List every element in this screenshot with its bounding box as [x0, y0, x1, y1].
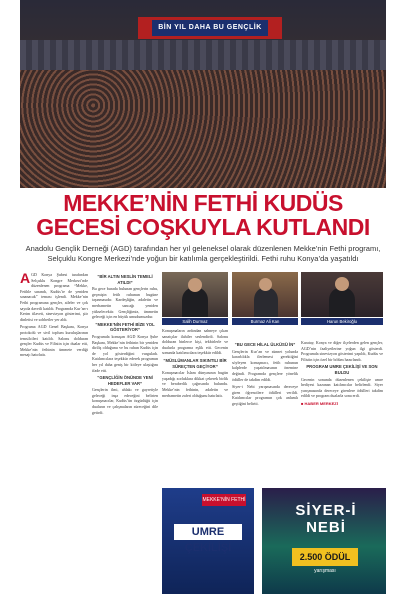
speaker-photo-3: [301, 272, 383, 317]
article-column-4: [232, 340, 298, 409]
subheading: “MEKKE’NİN FETHİ BİZE YOL GÖSTERİYOR”: [95, 321, 155, 333]
byline: ■ HABER MERKEZİ: [301, 400, 338, 406]
dropcap: A: [20, 270, 31, 286]
speaker-photo-1: [162, 272, 228, 317]
siyer-promo-photo: [262, 488, 386, 594]
paragraph: Siyer-i Nebi yarışmasında dereceye giren öğrencilere ödülleri verildi. Katılımcılar programın çok anlamlı geçtiğini belirtti.: [232, 384, 298, 406]
paragraph: Gençlerin Kur’an ve sünnet yolunda kararlılıkla ilerlemesi gerektiğini söyleyen konuşmacı, fetih ruhunun kalplerde yaşatılmasının önemine değindi. Programda gençlere yönelik ödüller de takdim edildi.: [232, 348, 298, 382]
paragraph: Karatay, Konya ve diğer ilçelerden gelen gençler, AGD’nin faaliyetlerine yoğun ilgi gösterdi. Programda sinevizyon gösterimi yapıldı, Kudüs ve Filistin için özel bir bölüm hazırlandı.: [301, 340, 383, 362]
headline: [20, 191, 386, 239]
umre-label: UMRE ÇEKİLİŞİ: [174, 524, 242, 540]
promo-tag: MEKKE’NİN FETHİ: [202, 494, 246, 506]
stage-backdrop: [20, 40, 386, 70]
paragraph: Gecenin sonunda düzenlenen çekilişte umre hediyesi kazanan katılımcılar belirlendi. Siyer yarışmasında dereceye girenlere ödülleri takdim edildi ve program dualarla sona erdi.: [301, 376, 383, 399]
stage-banner: BİN YIL DAHA BU GENÇLİK: [152, 20, 268, 36]
paragraph: Konuşmaların ardından sahneye çıkan sanatçılar ilahiler seslendirdi. Salonu dolduran binlerce kişi, tekbirlerle ve dualarla programa eşlik etti. Gecenin sonunda katılımcılara teşekkür edildi.: [162, 328, 228, 356]
article-column-3: [162, 328, 228, 400]
hero-photo: [20, 0, 386, 188]
paragraph: Konuşmacılar İslam dünyasının bugün yaşadığı zorluklara dikkat çekerek birlik ve beraberlik çağrısında bulundu. Mekke’nin fethinin, adaletin ve merhametin zaferi olduğunu hatırlattı.: [162, 370, 228, 398]
crowd: [20, 70, 386, 188]
umre-promo-photo: [162, 488, 254, 594]
article-column-5: [301, 340, 383, 409]
subheading: “BİR ALTIN NESLİN TEMELİ ATILDI”: [97, 274, 153, 285]
headline-line-1: MEKKE’NİN FETHİ KUDÜS: [63, 190, 343, 216]
subheading: “MÜSLÜMANLAR SIKINTILI BİR SÜREÇTEN GEÇİYOR”: [163, 357, 227, 369]
deck: Anadolu Gençlik Derneği (AGD) tarafından her yıl geleneksel olarak düzenlenen Mekke’nin Fethi programı, Selçuklu Kongre Merkezi’nde yoğun bir katılımla gerçekleştirildi. Fethi ruhu Konya’da yaşatıldı: [25, 244, 381, 263]
subheading: “BU GECE HİLAL ÜLKÜSÜ İN”: [234, 342, 296, 347]
photo-caption-3: Harun Bekiroğlu: [301, 318, 383, 325]
speaker-photo-2: [232, 272, 298, 317]
paragraph: Programda konuşan AGD Konya Şube Başkanı, Mekke’nin fethinin bir yeniden diriliş olduğunu ve bu ruhun Kudüs için de yol gösterdiğini vurguladı. Katılımcılara teşekkür ederek programın her yıl daha geniş bir kitleye ulaştığını ifade etti.: [92, 333, 158, 373]
paragraph: Programa AGD Genel Başkanı, Konya protokolü ve sivil toplum kuruluşlarının temsilcileri katıldı. Salonu dolduran gençler Kudüs ve Filistin için dualar etti, Mekke’nin fethinin ümmete verdiği mesajı hatırlattı.: [20, 324, 88, 358]
headline-line-2: GECESİ COŞKUYLA KUTLANDI: [36, 214, 370, 240]
paragraph: Gençlerin ilmi, ahlakı ve gayretiyle geleceği inşa edeceğini belirten konuşmacılar, Kudüs’ün özgürlüğü için duaların ve çalışmaların süreceğini dile getirdi.: [92, 387, 158, 415]
subheading: PROGRAM UMRE ÇEKİLİŞİ VE SON BULDU: [306, 364, 378, 375]
siyer-title: SİYER-İ NEBİ: [295, 502, 357, 536]
photo-caption-2: Burmaz Ali Kan: [232, 318, 298, 325]
prize-subtitle: yarışması: [314, 568, 336, 574]
prize-label: 2.500 ÖDÜL: [292, 548, 358, 566]
article-column-1: [20, 272, 88, 360]
article-column-2: [92, 272, 158, 417]
paragraph: Bu gece burada bulunan gençlerin ruhu, geçmişin fetih ruhunun bugüne taşınmasıdır. Kardeşliğin, adaletin ve merhametin sancağı yeniden yükselecektir. Gençliğimiz, ümmetin geleceği için en büyük umudumuzdur.: [92, 286, 158, 320]
photo-caption-1: Salih Durmaz: [162, 318, 228, 325]
paragraph: GD Konya Şubesi tarafından Selçuklu Kongre Merkezi’nde düzenlenen programa “Mekke, Fetihle sınandı, Kudüs’te de yeniden sınanacak” teması işlendi. Mekke’nin Fethi programına gençler, aileler ve çok sayıda davetli katıldı. Programda Kur’an-ı Kerim tilaveti, sinevizyon gösterimi, şiir dinletisi ve sohbetler yer aldı.: [20, 272, 88, 322]
subheading: “GENÇLİĞİN ÖNÜNDE YENİ HEDEFLER VAR”: [97, 375, 153, 386]
